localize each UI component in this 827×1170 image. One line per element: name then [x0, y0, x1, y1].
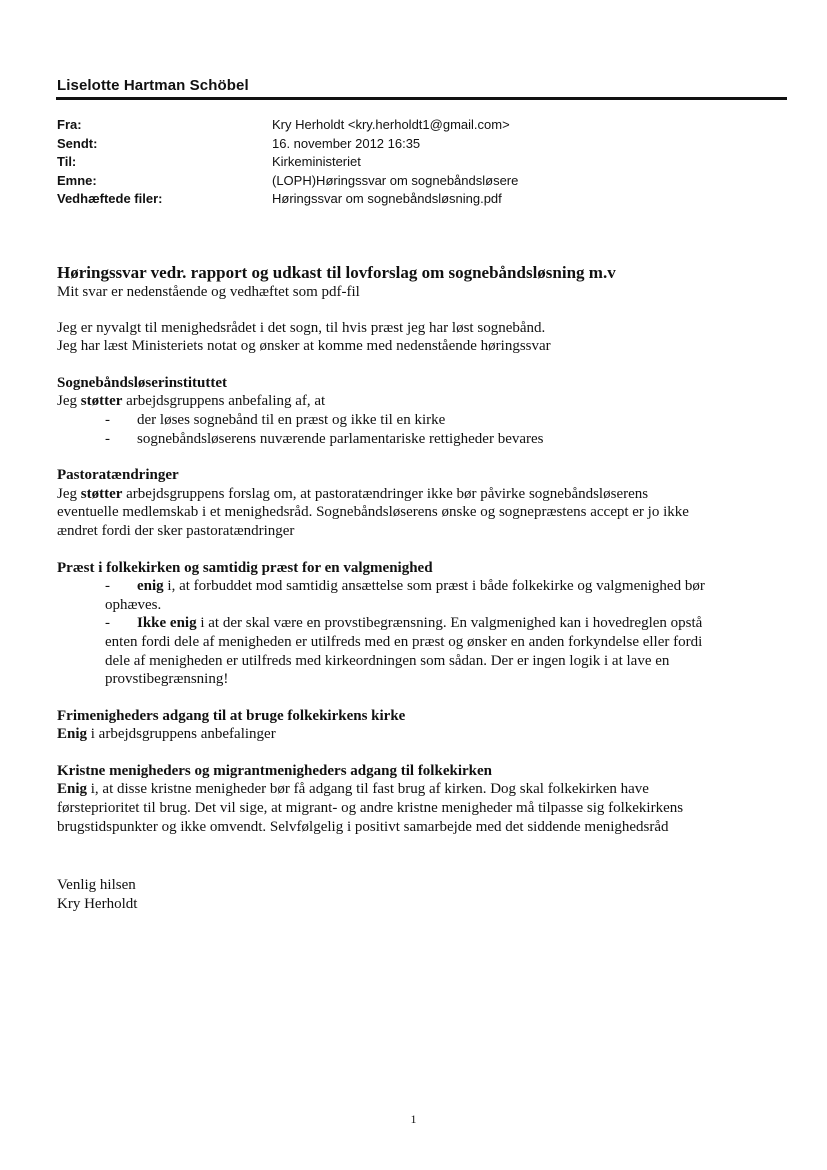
header-sent-row [57, 135, 518, 154]
list-item [57, 430, 787, 449]
attachment-filename: Høringssvar om sognebåndsløsning.pdf [272, 191, 502, 206]
section-1-lead-post: arbejdsgruppens anbefaling af, at [122, 393, 326, 410]
dash-bullet: - [105, 430, 110, 447]
section-4-rest: i arbejdsgruppens anbefalinger [87, 726, 276, 743]
item-b-line-3: dele af menigheden er utilfreds med kirkeordningen som sådan. Der er ingen logik i at lave en [105, 652, 670, 669]
item-b-line-4: provstibegrænsning! [105, 671, 229, 688]
closing: Venlig hilsen [57, 877, 136, 894]
page-number: 1 [410, 1112, 417, 1126]
sent-value: 16. november 2012 16:35 [272, 135, 421, 151]
from-label: Fra: [57, 117, 82, 132]
section-5-rest: i, at disse kristne menigheder bør få adgang til fast brug af kirken. Dog skal folkekirken have [87, 781, 649, 798]
section-heading-pastoratændringer: Pastoratændringer [57, 467, 179, 484]
section-3-item-a [57, 577, 787, 614]
item-b-line-2: enten fordi dele af menigheden er utilfreds med en præst og ønsker en anden forkyndelse eller fordi [105, 633, 703, 650]
section-heading-migrantmenigheder: Kristne menigheders og migrantmenigheders adgang til folkekirken [57, 762, 492, 779]
email-header-fields [57, 116, 518, 209]
header-from-row [57, 116, 518, 135]
section-5-line-2: førsteprioritet til brug. Det vil sige, at migrant- og andre kristne menigheder må tilpasse sig folkekirkens [57, 800, 684, 817]
list-item-text: sognebåndsløserens nuværende parlamentariske rettigheder bevares [137, 430, 544, 447]
body-title: Høringssvar vedr. rapport og udkast til lovforslag om sognebåndsløsning m.v [57, 263, 616, 282]
sender-name: Liselotte Hartman Schöbel [57, 77, 249, 94]
from-value: Kry Herholdt <kry.herholdt1@gmail.com> [272, 117, 510, 132]
section-2-line-3: ændret fordi der sker pastoratændringer [57, 522, 295, 539]
section-2-pre: Jeg [57, 485, 81, 502]
dash-bullet: - [105, 411, 110, 428]
intro-line: Mit svar er nedenstående og vedhæftet som pdf-fil [57, 284, 360, 300]
sent-label: Sendt: [57, 135, 98, 151]
item-a-bold: enig [137, 578, 164, 595]
section-4-bold: Enig [57, 726, 88, 743]
section-1-lead-pre: Jeg [57, 393, 81, 410]
item-b-line-1: i at der skal være en provstibegrænsning. En valgmenighed kan i hovedreglen opstå [196, 615, 703, 632]
section-2-bold: støtter [80, 485, 123, 502]
section-3-item-b [57, 614, 787, 688]
intro-paragraph-line-2: Jeg har læst Ministeriets notat og ønsker at komme med nedenstående høringssvar [57, 338, 551, 355]
dash-bullet: - [105, 615, 110, 632]
section-5-line-3: brugstidspunkter og ikke omvendt. Selvfølgelig i positivt samarbejde med det siddende menighedsråd [57, 818, 669, 835]
section-heading-sognebaandsloeser: Sognebåndsløserinstituttet [57, 374, 228, 391]
subject-value: (LOPH)Høringssvar om sognebåndsløsere [272, 172, 519, 188]
email-body [57, 262, 787, 913]
item-a-line-1: i, at forbuddet mod samtidig ansættelse som præst i både folkekirke og valgmenighed bør [163, 578, 705, 595]
list-item [57, 411, 787, 430]
section-1-lead [57, 392, 787, 411]
header-attachments-row [57, 190, 518, 209]
section-1-lead-bold: støtter [80, 393, 123, 410]
item-b-bold: Ikke enig [137, 615, 197, 632]
section-heading-valgmenighed: Præst i folkekirken og samtidig præst for en valgmenighed [57, 559, 433, 576]
intro-paragraph-line-1: Jeg er nyvalgt til menighedsrådet i det sogn, til hvis præst jeg har løst sognebånd. [57, 319, 546, 336]
section-5-bold: Enig [57, 781, 88, 798]
section-4-text [57, 725, 787, 744]
section-2-line-1 [57, 485, 787, 504]
signature: Kry Herholdt [57, 895, 138, 912]
list-item-text: der løses sognebånd til en præst og ikke til en kirke [137, 411, 446, 428]
to-value: Kirkeministeriet [272, 154, 361, 169]
header-subject-row [57, 172, 518, 191]
attachments-label: Vedhæftede filer: [57, 191, 163, 206]
section-2-line-2: eventuelle medlemskab i et menighedsråd. Sognebåndsløserens ønske og sognepræstens accept er jo ikke [57, 504, 689, 521]
to-label: Til: [57, 154, 77, 169]
header-divider [56, 97, 787, 100]
section-2-post: arbejdsgruppens forslag om, at pastoratændringer ikke bør påvirke sognebåndsløserens [122, 485, 649, 502]
item-a-line-2: ophæves. [105, 596, 162, 613]
section-5-line-1 [57, 780, 787, 799]
subject-label: Emne: [57, 172, 97, 188]
section-1-list [57, 411, 787, 448]
section-heading-frimenigheder: Frimenigheders adgang til at bruge folkekirkens kirke [57, 707, 406, 724]
dash-bullet: - [105, 578, 110, 595]
header-to-row [57, 153, 518, 172]
